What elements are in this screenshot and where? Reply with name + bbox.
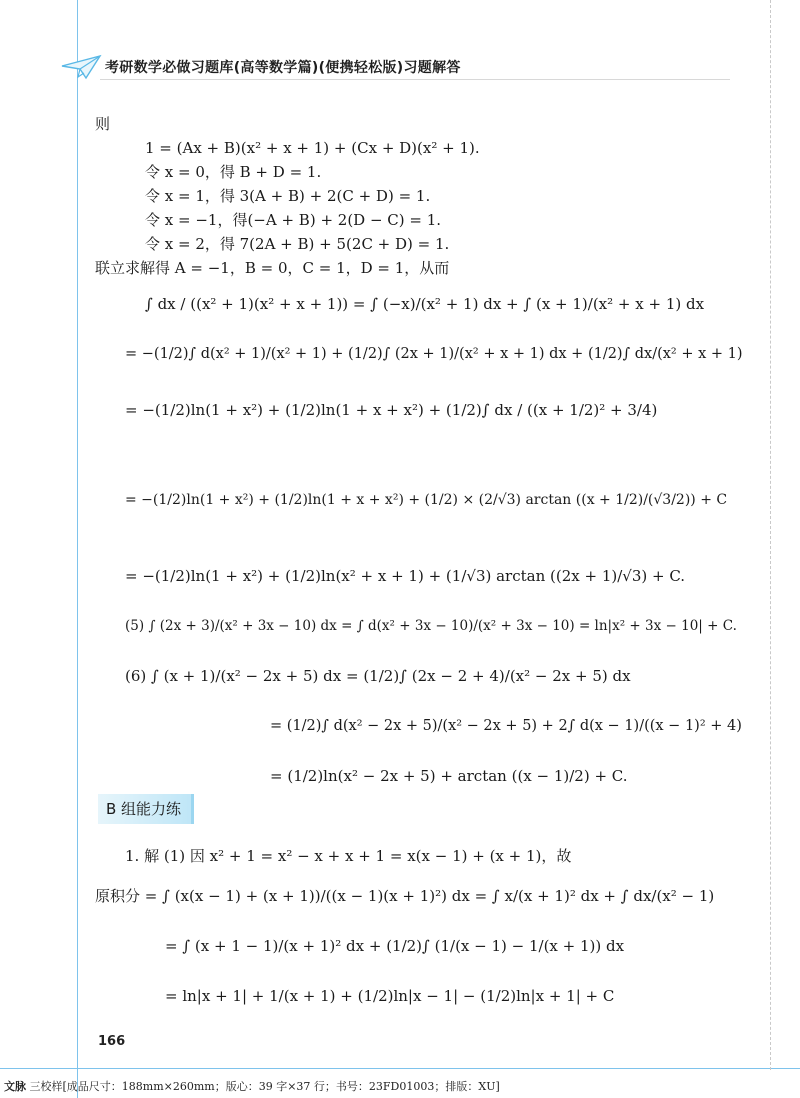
header-title: 考研数学必做习题库(高等数学篇)(便携轻松版)习题解答: [105, 60, 461, 76]
math-line: 原积分 = ∫ (x(x − 1) + (x + 1))/((x − 1)(x + 1)²) dx = ∫ x/(x + 1)² dx + ∫ dx/(x² − 1): [95, 887, 715, 905]
left-margin-rule: [77, 0, 78, 1098]
math-line: (5) ∫ (2x + 3)/(x² + 3x − 10) dx = ∫ d(x² + 3x − 10)/(x² + 3x − 10) = ln|x² + 3x − 10| + C.: [125, 618, 737, 634]
math-line: = (1/2)ln(x² − 2x + 5) + arctan ((x − 1)/2) + C.: [270, 767, 628, 785]
math-line: 令 x = 1，得 3(A + B) + 2(C + D) = 1.: [145, 187, 431, 205]
math-line: = −(1/2)ln(1 + x²) + (1/2)ln(x² + x + 1) + (1/√3) arctan ((2x + 1)/√3) + C.: [125, 567, 686, 585]
math-line: ∫ dx / ((x² + 1)(x² + x + 1)) = ∫ (−x)/(x² + 1) dx + ∫ (x + 1)/(x² + x + 1) dx: [145, 295, 705, 313]
math-line: 1 = (Ax + B)(x² + x + 1) + (Cx + D)(x² + 1).: [145, 139, 480, 157]
bottom-margin-rule: [0, 1068, 800, 1069]
math-line: 令 x = −1，得(−A + B) + 2(D − C) = 1.: [145, 211, 442, 229]
math-line: = (1/2)∫ d(x² − 2x + 5)/(x² − 2x + 5) + 2∫ d(x − 1)/((x − 1)² + 4): [270, 718, 742, 734]
math-line: 联立求解得 A = −1，B = 0，C = 1，D = 1，从而: [95, 259, 450, 277]
math-line: 1. 解 (1) 因 x² + 1 = x² − x + x + 1 = x(x − 1) + (x + 1)，故: [125, 847, 572, 865]
proof-footer: [4, 1078, 500, 1094]
footer-brand: 文脉: [4, 1080, 26, 1093]
header-underline: [100, 79, 730, 80]
right-trim-rule: [770, 0, 772, 1070]
math-line: 令 x = 0，得 B + D = 1.: [145, 163, 322, 181]
math-line: = −(1/2)∫ d(x² + 1)/(x² + 1) + (1/2)∫ (2x + 1)/(x² + x + 1) dx + (1/2)∫ dx/(x² + x + 1): [125, 346, 743, 362]
page-number: 166: [98, 1034, 126, 1049]
paper-plane-icon: [60, 52, 104, 82]
math-line: = −(1/2)ln(1 + x²) + (1/2)ln(1 + x + x²) + (1/2)∫ dx / ((x + 1/2)² + 3/4): [125, 401, 658, 419]
math-line: = −(1/2)ln(1 + x²) + (1/2)ln(1 + x + x²) + (1/2) × (2/√3) arctan ((x + 1/2)/(√3/2)) + C: [125, 492, 728, 508]
running-header: [60, 52, 740, 82]
section-label: B 组能力练: [98, 794, 194, 824]
math-line: 令 x = 2，得 7(2A + B) + 5(2C + D) = 1.: [145, 235, 450, 253]
math-line: = ∫ (x + 1 − 1)/(x + 1)² dx + (1/2)∫ (1/(x − 1) − 1/(x + 1)) dx: [165, 937, 625, 955]
math-line: (6) ∫ (x + 1)/(x² − 2x + 5) dx = (1/2)∫ (2x − 2 + 4)/(x² − 2x + 5) dx: [125, 667, 631, 685]
footer-proof-info: 三校样[成品尺寸：188mm×260mm；版心：39 字×37 行；书号：23FD01003；排版：XU]: [29, 1080, 500, 1093]
math-line: 则: [95, 115, 111, 133]
math-line: = ln|x + 1| + 1/(x + 1) + (1/2)ln|x − 1| − (1/2)ln|x + 1| + C: [165, 987, 615, 1005]
